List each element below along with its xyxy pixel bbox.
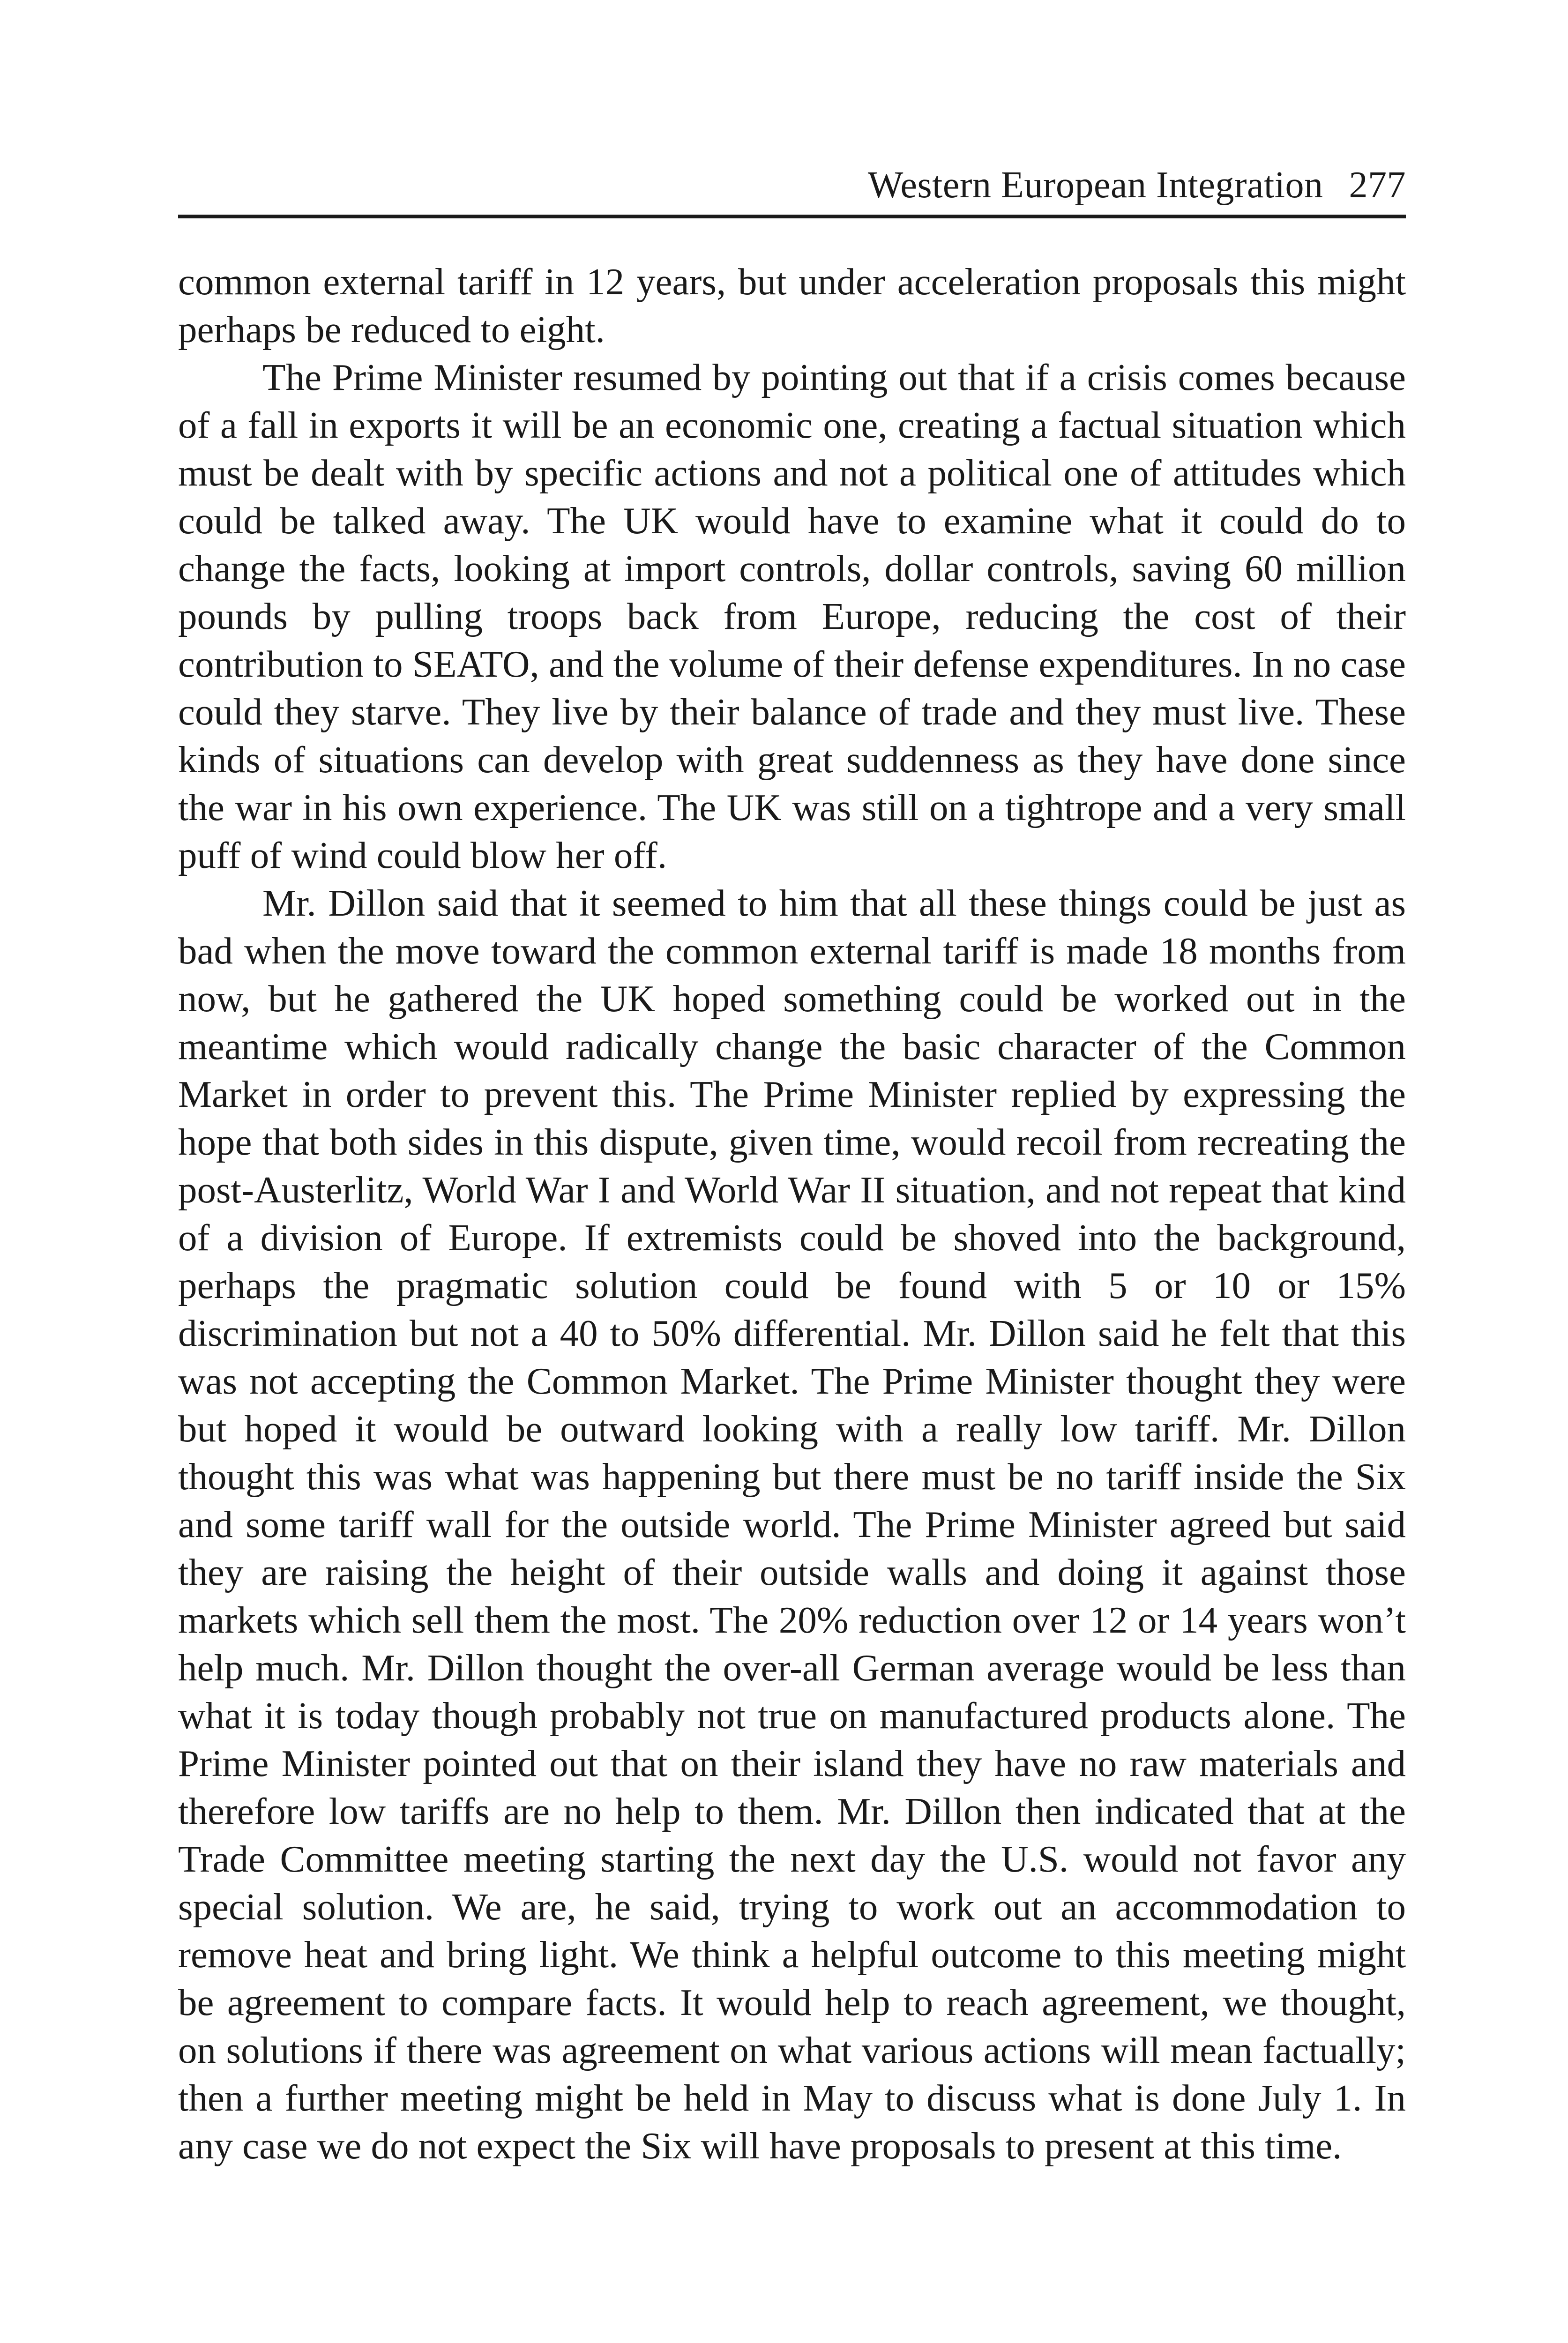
paragraph-continued: common external tariff in 12 years, but under acceleration proposals this might perhaps be reduced to eight. [178, 261, 1406, 351]
running-header [178, 166, 1406, 204]
page-number: 277 [1349, 164, 1406, 206]
body-text [178, 258, 1406, 2170]
running-title: Western European Integration [867, 164, 1323, 206]
paragraph: The Prime Minister resumed by pointing out that if a crisis comes because of a fall in exports it will be an economic one, creating a factual situation which must be dealt with by specific actions and not a political one of attitudes which could be talked away. The UK would have to examine what it could do to change the facts, looking at import controls, dollar controls, saving 60 million pounds by pulling troops back from Europe, reducing the cost of their contribution to SEATO, and the volume of their defense expenditures. In no case could they starve. They live by their balance of trade and they must live. These kinds of situations can develop with great suddenness as they have done since the war in his own experience. The UK was still on a tightrope and a very small puff of wind could blow her off. [178, 356, 1406, 876]
paragraph: Mr. Dillon said that it seemed to him that all these things could be just as bad when the move toward the common external tariff is made 18 months from now, but he gathered the UK hoped something could be worked out in the meantime which would radically change the basic character of the Common Market in order to prevent this. The Prime Minister replied by expressing the hope that both sides in this dispute, given time, would recoil from recreating the post-Austerlitz, World War I and World War II situation, and not repeat that kind of a division of Europe. If extremists could be shoved into the background, perhaps the pragmatic solution could be found with 5 or 10 or 15% discrimination but not a 40 to 50% differential. Mr. Dillon said he felt that this was not accepting the Common Market. The Prime Minister thought they were but hoped it would be outward looking with a really low tariff. Mr. Dillon thought this was what was happening but there must be no tariff inside the Six and some tariff wall for the outside world. The Prime Minister agreed but said they are raising the height of their outside walls and doing it against those markets which sell them the most. The 20% reduction over 12 or 14 years won’t help much. Mr. Dillon thought the over-all German average would be less than what it is today though probably not true on manufactured products alone. The Prime Minister pointed out that on their island they have no raw materials and therefore low tariffs are no help to them. Mr. Dillon then indicated that at the Trade Committee meeting starting the next day the U.S. would not favor any special solution. We are, he said, trying to work out an accommodation to remove heat and bring light. We think a helpful outcome to this meeting might be agreement to compare facts. It would help to reach agreement, we thought, on solutions if there was agreement on what various actions will mean factually; then a further meeting might be held in May to discuss what is done July 1. In any case we do not expect the Six will have proposals to present at this time. [178, 882, 1406, 2167]
header-rule [178, 215, 1406, 218]
